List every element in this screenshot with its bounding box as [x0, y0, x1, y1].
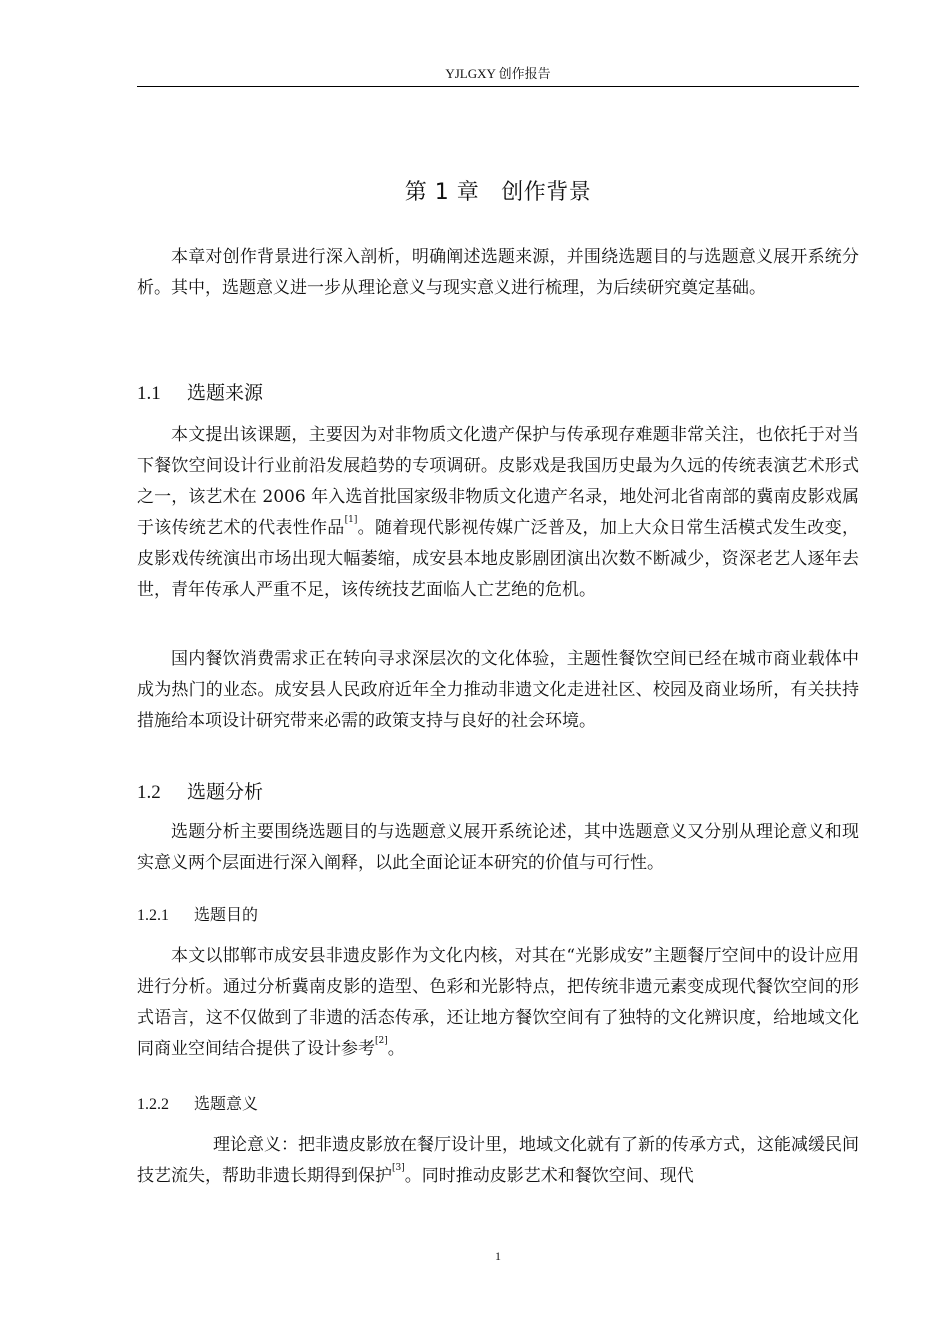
paragraph-text: 。同时推动皮影艺术和餐饮空间、现代 [404, 1166, 694, 1186]
chapter-title [137, 178, 859, 208]
header-rule [137, 86, 859, 87]
chapter-intro-paragraph: 本章对创作背景进行深入剖析，明确阐述选题来源，并围绕选题目的与选题意义展开系统分析。其中，选题意义进一步从理论意义与现实意义进行梳理，为后续研究奠定基础。 [137, 247, 859, 298]
paragraph-text: 本文提出该课题，主要因为对非物质文化遗产保护与传承现存难题非常关注，也依托于对当下餐饮空间设计行业前沿发展趋势的专项调研。皮影戏是我国历史最为久远的传统表演艺术形式之一，该艺术在 2006 年入选首批国家级非物质文化遗产名录，地处河北省南部的冀南皮影戏属于该传统艺术的代表性作品 [137, 425, 859, 538]
subsection-1-2-2-paragraph-1 [137, 1130, 859, 1192]
section-heading-1-1 [137, 380, 859, 407]
section-number: 1.1 [137, 383, 161, 404]
section-1-1-paragraph-1 [137, 420, 859, 606]
paragraph-text: 理论意义：把非遗皮影放在餐厅设计里，地域文化就有了新的传承方式，这能减缓民间技艺流失，帮助非遗长期得到保护 [137, 1135, 859, 1186]
subsection-1-2-1-paragraph-1 [137, 941, 859, 1065]
subsection-number: 1.2.2 [137, 1096, 169, 1113]
section-1-2-paragraph-1: 选题分析主要围绕选题目的与选题意义展开系统论述，其中选题意义又分别从理论意义和现实意义两个层面进行深入阐释，以此全面论证本研究的价值与可行性。 [137, 822, 859, 873]
chapter-title-text: 创作背景 [501, 180, 592, 205]
subsection-title: 选题目的 [194, 905, 259, 924]
citation-ref[interactable]: [1] [344, 515, 358, 525]
chapter-number: 第 1 章 [404, 180, 480, 205]
section-title: 选题来源 [187, 382, 264, 404]
section-1-1-paragraph-2: 国内餐饮消费需求正在转向寻求深层次的文化体验，主题性餐饮空间已经在城市商业载体中成为热门的业态。成安县人民政府近年全力推动非遗文化走进社区、校园及商业场所，有关扶持措施给本项设计研究带来必需的政策支持与良好的社会环境。 [137, 649, 859, 731]
subsection-title: 选题意义 [194, 1094, 259, 1113]
subsection-heading-1-2-2 [137, 1093, 859, 1116]
citation-ref[interactable]: [2] [375, 1036, 388, 1046]
paragraph-text: 本文以邯郸市成安县非遗皮影作为文化内核，对其在“光影成安”主题餐厅空间中的设计应用进行分析。通过分析冀南皮影的造型、色彩和光影特点，把传统非遗元素变成现代餐饮空间的形式语言，这不仅做到了非遗的活态传承，还让地方餐饮空间有了独特的文化辨识度，给地域文化同商业空间结合提供了设计参考 [137, 946, 859, 1059]
page-number: 1 [495, 1249, 501, 1263]
section-heading-1-2 [137, 779, 859, 806]
running-header: YJLGXY 创作报告 [445, 66, 551, 81]
subsection-number: 1.2.1 [137, 907, 169, 924]
paragraph-text: 。 [387, 1039, 405, 1059]
section-title: 选题分析 [187, 781, 264, 803]
citation-ref[interactable]: [3] [392, 1163, 405, 1173]
section-number: 1.2 [137, 782, 161, 803]
subsection-heading-1-2-1 [137, 904, 859, 927]
paragraph-text: 。随着现代影视传媒广泛普及，加上大众日常生活模式发生改变，皮影戏传统演出市场出现大幅萎缩，成安县本地皮影剧团演出次数不断减少，资深老艺人逐年去世，青年传承人严重不足，该传统技艺面临人亡艺绝的危机。 [137, 518, 860, 600]
